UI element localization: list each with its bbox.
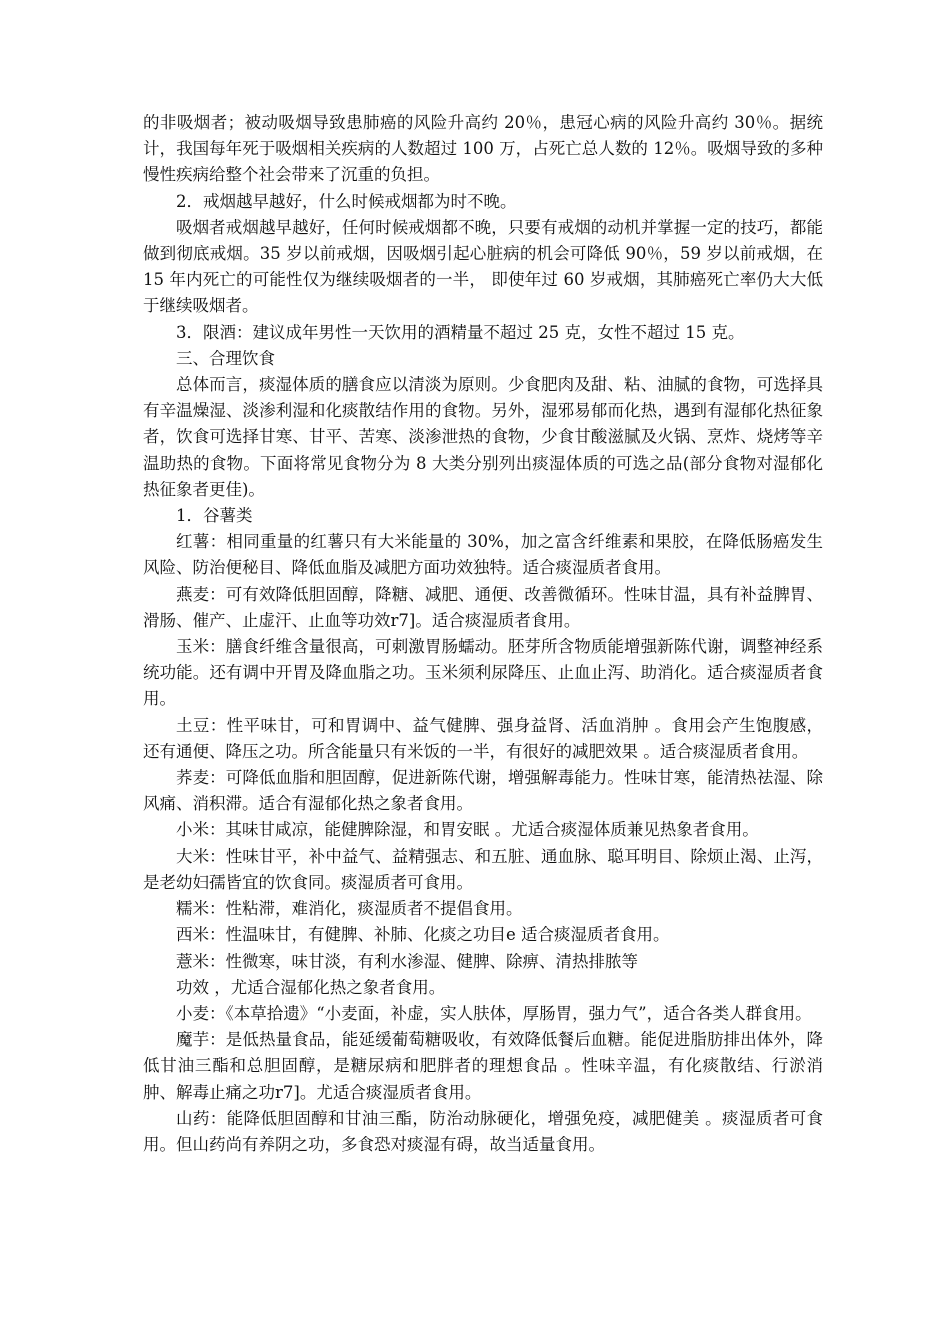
paragraph-wheat: 小麦：《本草拾遗》“小麦面，补虚，实人肤体，厚肠胃，强力气”，适合各类人群食用。 xyxy=(176,1003,812,1023)
paragraph-quit-benefits: 吸烟者戒烟越早越好，任何时候戒烟都不晚，只要有戒烟的动机并掌握一定的技巧，都能做到彻底戒烟。35 岁以前戒烟，因吸烟引起心脏病的机会可降低 90％，59 岁以前戒烟，在 15 年内死亡的可能性仅为继续吸烟者的一半， 即使年过 60 岁戒烟，其肺癌死亡率仍大大低于继续吸烟者。 xyxy=(143,217,823,316)
paragraph-konjac: 魔芋：是低热量食品，能延缓葡萄糖吸收，有效降低餐后血糖。能促进脂肪排出体外，降低甘油三酯和总胆固醇，是糖尿病和肥胖者的理想食品 。性味辛温，有化痰散结、行淤消肿、解毒止痛之功r7]。尤适合痰湿质者食用。 xyxy=(143,1030,823,1102)
heading-quit-early: 2．戒烟越早越好，什么时候戒烟都为时不晚。 xyxy=(176,191,517,211)
paragraph-rice: 大米：性味甘平，补中益气、益精强志、和五脏、通血脉、聪耳明目、除烦止渴、止泻，是老幼妇孺皆宜的饮食同。痰湿质者可食用。 xyxy=(143,846,823,892)
paragraph-sago: 西米：性温味甘，有健脾、补肺、化痰之功目e 适合痰湿质者食用。 xyxy=(176,925,670,945)
paragraph-oats: 燕麦：可有效降低胆固醇，降糖、减肥、通便、改善微循环。性味甘温，具有补益脾胃、滑肠、催产、止虚汗、止血等功效r7]。适合痰湿质者食用。 xyxy=(143,584,823,630)
subheading-grains: 1．谷薯类 xyxy=(176,506,253,526)
paragraph-coix-seed-cont: 功效 ，尤适合湿郁化热之象者食用。 xyxy=(176,977,446,997)
paragraph-buckwheat: 荞麦：可降低血脂和胆固醇，促进新陈代谢，增强解毒能力。性味甘寒，能清热祛湿、除风痛、消积滞。适合有湿郁化热之象者食用。 xyxy=(143,768,823,814)
paragraph-passive-smoking: 的非吸烟者；被动吸烟导致患肺癌的风险升高约 20％，患冠心病的风险升高约 30％。据统计，我国每年死于吸烟相关疾病的人数超过 100 万，占死亡总人数的 12％。吸烟导致的多种慢性疾病给整个社会带来了沉重的负担。 xyxy=(143,113,823,185)
paragraph-sweet-potato: 红薯：相同重量的红薯只有大米能量的 30%，加之富含纤维素和果胶，在降低肠癌发生风险、防治便秘目、降低血脂及减肥方面功效独特。适合痰湿质者食用。 xyxy=(143,532,823,578)
section-heading-diet: 三、合理饮食 xyxy=(176,348,275,368)
paragraph-diet-overview: 总体而言，痰湿体质的膳食应以清淡为原则。少食肥肉及甜、粘、油腻的食物，可选择具有辛温燥湿、淡渗利湿和化痰散结作用的食物。另外，湿邪易郁而化热，遇到有湿郁化热征象者，饮食可选择甘寒、甘平、苦寒、淡渗泄热的食物，少食甘酸滋腻及火锅、烹炸、烧烤等辛温助热的食物。下面将常见食物分为 8 大类分别列出痰湿体质的可选之品(部分食物对湿郁化热征象者更佳)。 xyxy=(143,375,823,499)
heading-limit-alcohol: 3．限酒：建议成年男性一天饮用的酒精量不超过 25 克，女性不超过 15 克。 xyxy=(176,322,745,342)
paragraph-glutinous-rice: 糯米：性粘滞，难消化，痰湿质者不提倡食用。 xyxy=(176,899,523,919)
document-page xyxy=(143,110,823,1158)
paragraph-yam: 山药：能降低胆固醇和甘油三酯，防治动脉硬化，增强免疫，减肥健美 。痰湿质者可食用。但山药尚有养阴之功，多食恐对痰湿有碍，故当适量食用。 xyxy=(143,1108,823,1154)
paragraph-coix-seed: 薏米：性微寒，味甘淡，有利水渗湿、健脾、除痹、清热排脓等 xyxy=(176,951,638,971)
paragraph-millet: 小米：其味甘咸凉，能健脾除湿，和胃安眠 。尤适合痰湿体质兼见热象者食用。 xyxy=(176,820,759,840)
paragraph-potato: 土豆：性平味甘，可和胃调中、益气健脾、强身益肾、活血消肿 。食用会产生饱腹感，还有通便、降压之功。所含能量只有米饭的一半，有很好的减肥效果 。适合痰湿质者食用。 xyxy=(143,715,823,761)
paragraph-corn: 玉米：膳食纤维含量很高，可刺激胃肠蠕动。胚芽所含物质能增强新陈代谢，调整神经系统功能。还有调中开胃及降血脂之功。玉米须利尿降压、止血止泻、助消化。适合痰湿质者食用。 xyxy=(143,637,823,709)
